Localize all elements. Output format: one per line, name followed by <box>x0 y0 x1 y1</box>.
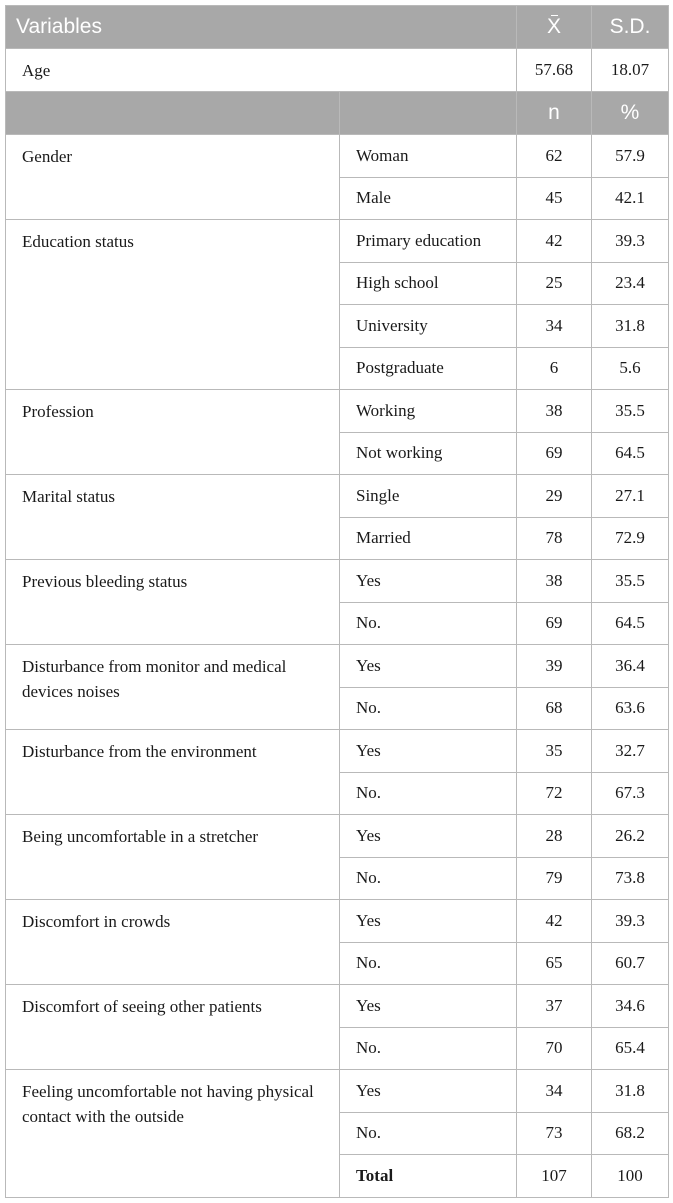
count-value: 37 <box>517 985 592 1028</box>
percent-value: 27.1 <box>592 475 669 518</box>
count-value: 34 <box>517 1070 592 1113</box>
variable-label: Discomfort of seeing other patients <box>6 985 340 1070</box>
category-label: Yes <box>340 645 517 688</box>
percent-value: 26.2 <box>592 815 669 858</box>
count-value: 38 <box>517 390 592 433</box>
count-value: 29 <box>517 475 592 518</box>
percent-value: 67.3 <box>592 772 669 815</box>
percent-value: 57.9 <box>592 135 669 178</box>
category-label: No. <box>340 1112 517 1155</box>
count-value: 79 <box>517 857 592 900</box>
table-row <box>6 730 669 773</box>
header-percent: % <box>592 92 669 135</box>
percent-value: 42.1 <box>592 177 669 220</box>
percent-value: 73.8 <box>592 857 669 900</box>
count-value: 45 <box>517 177 592 220</box>
percent-value: 72.9 <box>592 517 669 560</box>
category-label: Postgraduate <box>340 347 517 390</box>
variable-label: Disturbance from monitor and medical devices noises <box>6 645 340 730</box>
variable-label: Marital status <box>6 475 340 560</box>
category-label: Yes <box>340 815 517 858</box>
category-label: Yes <box>340 900 517 943</box>
category-label: Yes <box>340 560 517 603</box>
header-variables: Variables <box>6 6 517 49</box>
table-row <box>6 815 669 858</box>
count-value: 42 <box>517 900 592 943</box>
percent-value: 65.4 <box>592 1027 669 1070</box>
count-value: 28 <box>517 815 592 858</box>
count-value: 6 <box>517 347 592 390</box>
category-label: No. <box>340 942 517 985</box>
subheader-row <box>6 92 669 135</box>
demographics-table <box>5 5 669 1198</box>
variable-label: Previous bleeding status <box>6 560 340 645</box>
table-row <box>6 900 669 943</box>
category-label: University <box>340 305 517 348</box>
header-n: n <box>517 92 592 135</box>
table-row <box>6 390 669 433</box>
age-label: Age <box>6 49 517 92</box>
count-value: 78 <box>517 517 592 560</box>
table-row <box>6 475 669 518</box>
variable-label: Profession <box>6 390 340 475</box>
percent-value: 39.3 <box>592 220 669 263</box>
table-row <box>6 560 669 603</box>
category-label: Single <box>340 475 517 518</box>
table-row <box>6 645 669 688</box>
category-label: Woman <box>340 135 517 178</box>
category-label: High school <box>340 262 517 305</box>
table-row <box>6 220 669 263</box>
count-value: 39 <box>517 645 592 688</box>
percent-value: 5.6 <box>592 347 669 390</box>
count-value: 65 <box>517 942 592 985</box>
category-label: Married <box>340 517 517 560</box>
age-mean: 57.68 <box>517 49 592 92</box>
count-value: 25 <box>517 262 592 305</box>
percent-value: 31.8 <box>592 1070 669 1113</box>
total-label: Total <box>340 1155 517 1198</box>
category-label: No. <box>340 772 517 815</box>
total-percent: 100 <box>592 1155 669 1198</box>
header-sd: S.D. <box>592 6 669 49</box>
variable-label: Education status <box>6 220 340 390</box>
category-label: Yes <box>340 1070 517 1113</box>
count-value: 70 <box>517 1027 592 1070</box>
count-value: 69 <box>517 602 592 645</box>
category-label: No. <box>340 602 517 645</box>
age-row <box>6 49 669 92</box>
percent-value: 23.4 <box>592 262 669 305</box>
category-label: Yes <box>340 985 517 1028</box>
category-label: Yes <box>340 730 517 773</box>
percent-value: 36.4 <box>592 645 669 688</box>
percent-value: 39.3 <box>592 900 669 943</box>
variable-label: Discomfort in crowds <box>6 900 340 985</box>
percent-value: 35.5 <box>592 560 669 603</box>
count-value: 69 <box>517 432 592 475</box>
category-label: Primary education <box>340 220 517 263</box>
category-label: Male <box>340 177 517 220</box>
count-value: 68 <box>517 687 592 730</box>
percent-value: 32.7 <box>592 730 669 773</box>
table-row <box>6 135 669 178</box>
variable-label: Feeling uncomfortable not having physical contact with the outside <box>6 1070 340 1198</box>
count-value: 35 <box>517 730 592 773</box>
variable-label: Disturbance from the environment <box>6 730 340 815</box>
count-value: 34 <box>517 305 592 348</box>
category-label: No. <box>340 1027 517 1070</box>
percent-value: 34.6 <box>592 985 669 1028</box>
count-value: 62 <box>517 135 592 178</box>
count-value: 42 <box>517 220 592 263</box>
category-label: Working <box>340 390 517 433</box>
total-count: 107 <box>517 1155 592 1198</box>
table-row <box>6 1070 669 1113</box>
percent-value: 64.5 <box>592 432 669 475</box>
age-sd: 18.07 <box>592 49 669 92</box>
count-value: 73 <box>517 1112 592 1155</box>
category-label: No. <box>340 687 517 730</box>
header-mean <box>517 6 592 49</box>
count-value: 72 <box>517 772 592 815</box>
percent-value: 68.2 <box>592 1112 669 1155</box>
category-label: Not working <box>340 432 517 475</box>
mean-symbol: X <box>546 15 561 38</box>
header-row <box>6 6 669 49</box>
table-row <box>6 985 669 1028</box>
category-label: No. <box>340 857 517 900</box>
subheader-blank-2 <box>340 92 517 135</box>
variable-label: Gender <box>6 135 340 220</box>
percent-value: 60.7 <box>592 942 669 985</box>
percent-value: 35.5 <box>592 390 669 433</box>
subheader-blank-1 <box>6 92 340 135</box>
percent-value: 64.5 <box>592 602 669 645</box>
count-value: 38 <box>517 560 592 603</box>
percent-value: 63.6 <box>592 687 669 730</box>
percent-value: 31.8 <box>592 305 669 348</box>
variable-label: Being uncomfortable in a stretcher <box>6 815 340 900</box>
